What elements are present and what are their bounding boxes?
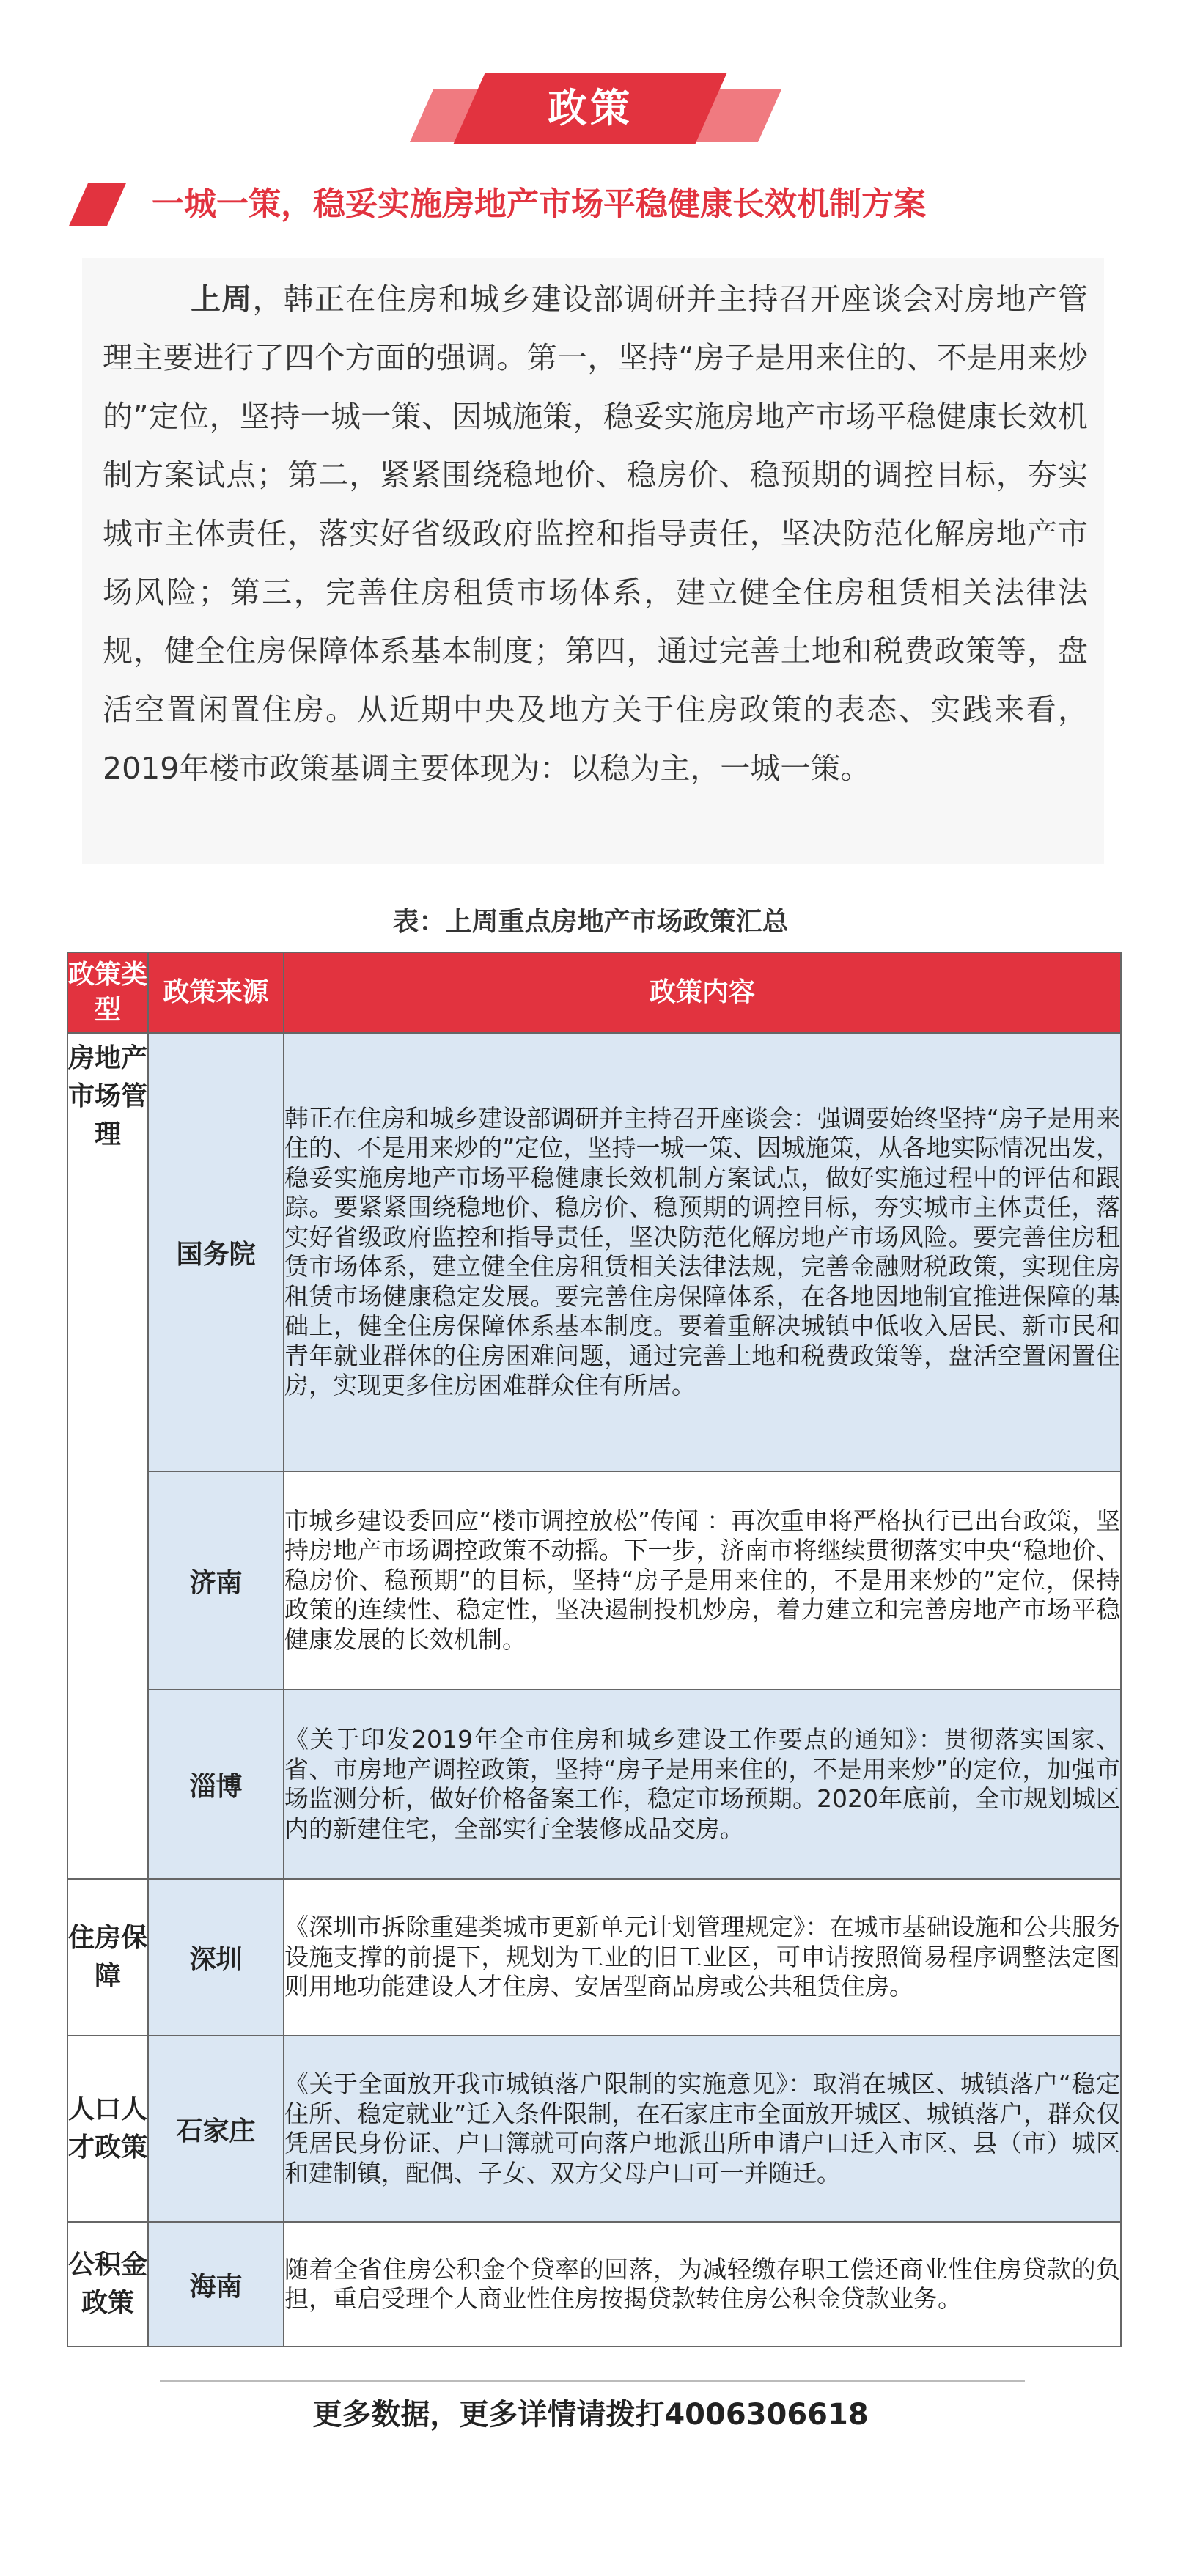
policy-content-cell: 市城乡建设委回应“楼市调控放松”传闻 ：再次重申将严格执行已出台政策，坚持房地产市场调控政策不动摇。下一步，济南市将继续贯彻落实中央“稳地价、稳房价、稳预期”的目标，坚持“房子是用来住的，不是用来炒的”定位，保持政策的连续性、稳定性，坚决遏制投机炒房，着力建立和完善房地产市场平稳健康发展的长效机制。 [284,1471,1121,1690]
table-row [67,2222,1121,2347]
table-row [67,1033,1121,1471]
policy-source-cell: 海南 [148,2222,284,2347]
policy-content-cell: 《深圳市拆除重建类城市更新单元计划管理规定》：在城市基础设施和公共服务设施支撑的前提下，规划为工业的旧工业区，可申请按照简易程序调整法定图则用地功能建设人才住房、安居型商品房或公共租赁住房。 [284,1879,1121,2036]
policy-content-cell: 《关于印发2019年全市住房和城乡建设工作要点的通知》：贯彻落实国家、省、市房地产调控政策，坚持“房子是用来住的，不是用来炒”的定位，加强市场监测分析，做好价格备案工作，稳定市场预期。2020年底前，全市规划城区内的新建住宅，全部实行全装修成品交房。 [284,1690,1121,1879]
subtitle-row [70,180,1125,229]
table-header-row [67,952,1121,1033]
header-policy-type: 政策类型 [67,952,148,1033]
table-caption: 表：上周重点房地产市场政策汇总 [392,907,789,937]
intro-paragraph [103,270,1088,798]
table-row [67,1690,1121,1879]
section-banner [0,73,1181,144]
policy-content-cell: 韩正在住房和城乡建设部调研并主持召开座谈会：强调要始终坚持“房子是用来住的、不是用来炒的”定位，坚持一城一策、因城施策，从各地实际情况出发，稳妥实施房地产市场平稳健康长效机制方案试点，做好实施过程中的评估和跟踪。要紧紧围绕稳地价、稳房价、稳预期的调控目标，夯实城市主体责任，落实好省级政府监控和指导责任，坚决防范化解房地产市场风险。要完善住房租赁市场体系，建立健全住房租赁相关法律法规，完善金融财税政策，实现住房租赁市场健康稳定发展。要完善住房保障体系，在各地因地制宜推进保障的基础上，健全住房保障体系基本制度。要着重解决城镇中低收入居民、新市民和青年就业群体的住房困难问题，通过完善土地和税费政策等，盘活空置闲置住房，实现更多住房困难群众住有所居。 [284,1033,1121,1471]
policy-type-cell: 住房保障 [67,1879,148,2036]
subtitle-accent-bar [69,183,126,226]
banner-title: 政策 [548,85,633,131]
policy-source-cell: 国务院 [148,1033,284,1471]
policy-source-cell: 济南 [148,1471,284,1690]
intro-lead: 上周 [191,281,253,317]
table-row [67,1471,1121,1690]
policy-type-cell: 公积金政策 [67,2222,148,2347]
header-policy-content: 政策内容 [284,952,1121,1033]
policy-content-cell: 《关于全面放开我市城镇落户限制的实施意见》：取消在城区、城镇落户“稳定住所、稳定就业”迁入条件限制，在石家庄市全面放开城区、城镇落户，群众仅凭居民身份证、户口簿就可向落户地派出所申请户口迁入市区、县（市）城区和建制镇，配偶、子女、双方父母户口可一并随迁。 [284,2036,1121,2222]
table-row [67,1879,1121,2036]
table-row [67,2036,1121,2222]
footer-divider [160,2380,1025,2382]
policy-source-cell: 淄博 [148,1690,284,1879]
footer-contact: 更多数据，更多详情请拨打4006306618 [312,2398,869,2432]
policy-type-cell: 人口人才政策 [67,2036,148,2222]
intro-box [82,258,1104,864]
policy-source-cell: 石家庄 [148,2036,284,2222]
policy-content-cell: 随着全省住房公积金个贷率的回落，为减轻缴存职工偿还商业性住房贷款的负担，重启受理个人商业性住房按揭贷款转住房公积金贷款业务。 [284,2222,1121,2347]
policy-table [67,952,1122,2347]
header-policy-source: 政策来源 [148,952,284,1033]
page-subtitle: 一城一策，稳妥实施房地产市场平稳健康长效机制方案 [152,185,926,223]
policy-source-cell: 深圳 [148,1879,284,2036]
policy-type-cell: 房地产市场管理 [67,1033,148,1879]
intro-body: ，韩正在住房和城乡建设部调研并主持召开座谈会对房地产管理主要进行了四个方面的强调。第一，坚持“房子是用来住的、不是用来炒的”定位，坚持一城一策、因城施策，稳妥实施房地产市场平稳健康长效机制方案试点；第二，紧紧围绕稳地价、稳房价、稳预期的调控目标，夯实城市主体责任，落实好省级政府监控和指导责任，坚决防范化解房地产市场风险；第三，完善住房租赁市场体系，建立健全住房租赁相关法律法规，健全住房保障体系基本制度；第四，通过完善土地和税费政策等，盘活空置闲置住房。从近期中央及地方关于住房政策的表态、实践来看，2019年楼市政策基调主要体现为：以稳为主，一城一策。 [103,281,1088,786]
